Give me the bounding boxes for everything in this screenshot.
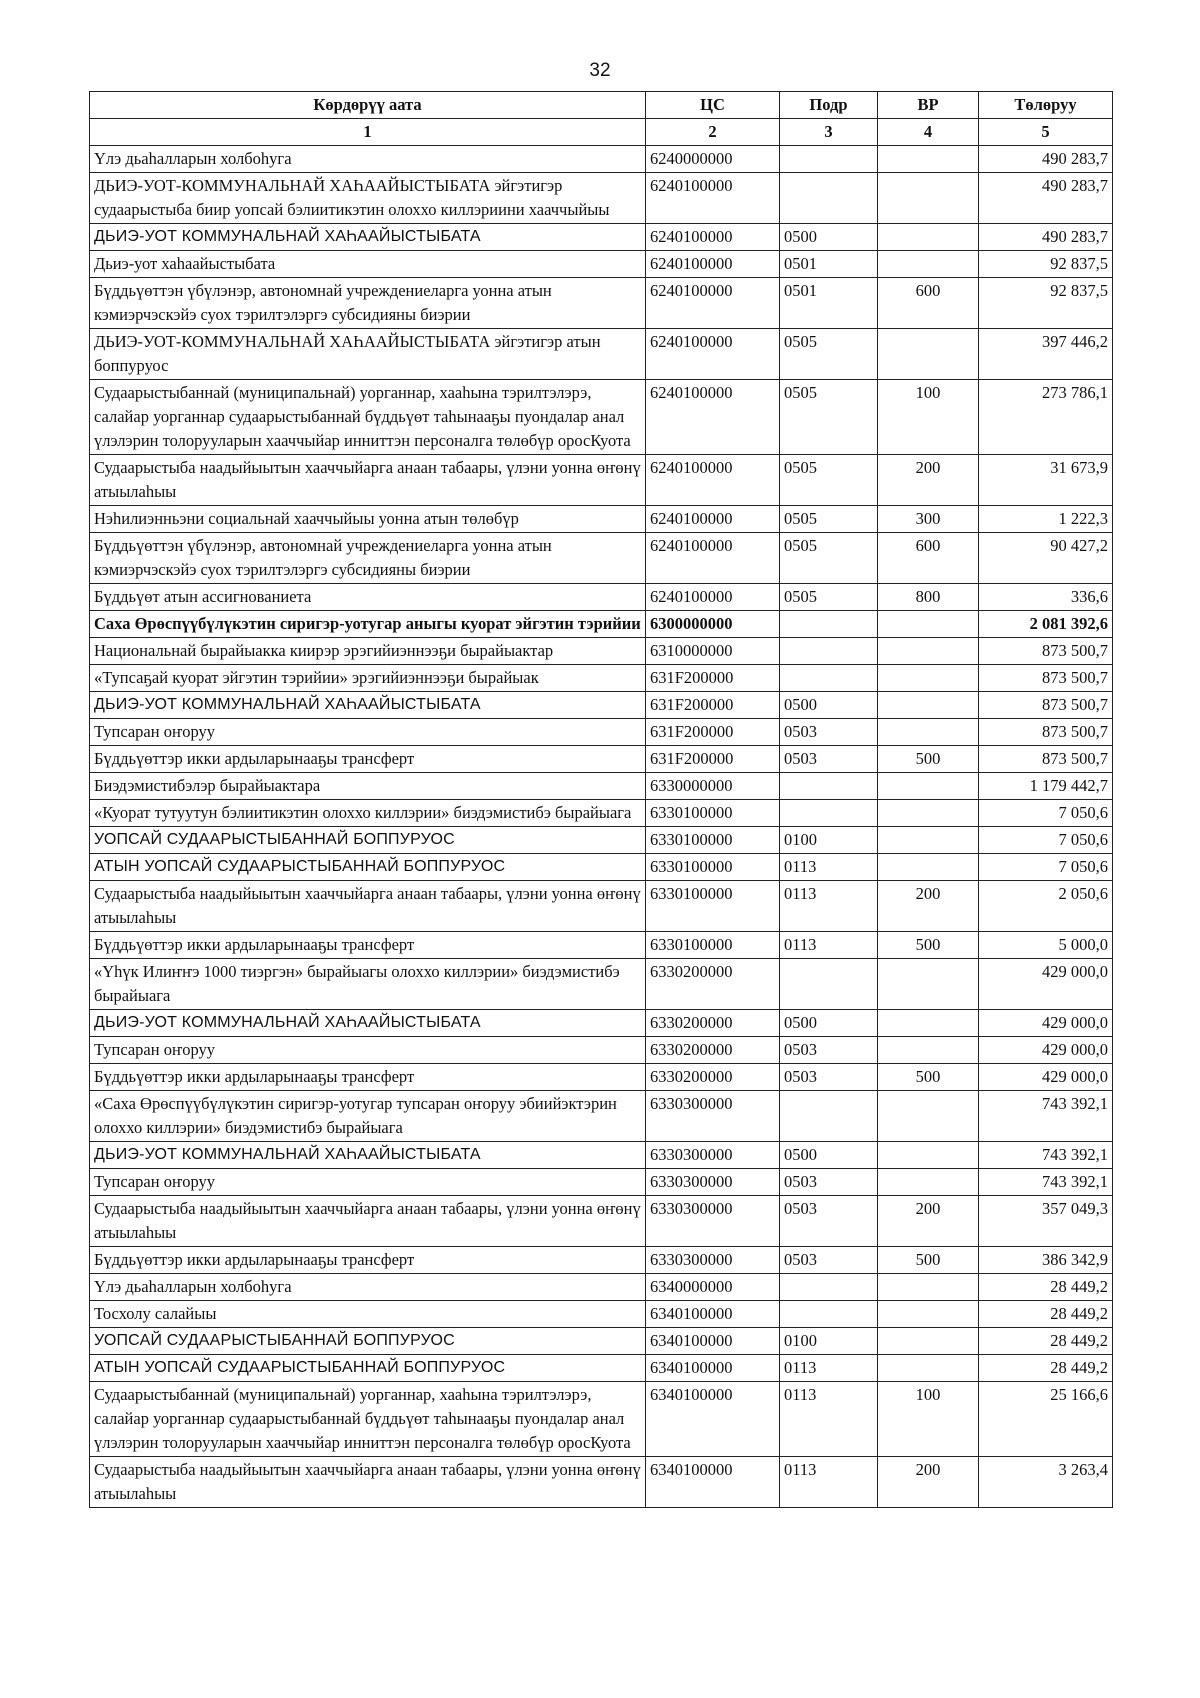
row-podr-cell: 0113 — [780, 932, 878, 959]
row-amount-cell: 743 392,1 — [979, 1142, 1113, 1169]
row-name-cell: Бүддьүөттэр икки ардыларынааҕы трансферт — [90, 746, 646, 773]
row-cs-cell: 6330300000 — [646, 1142, 780, 1169]
row-name-cell: Бүддьүөттэн үбүлэнэр, автономнай учреждениеларга уонна атын кэмиэрчэскэйэ суох тэрилтэлэргэ субсидияны биэрии — [90, 278, 646, 329]
row-cs-cell: 6330000000 — [646, 773, 780, 800]
row-name-cell: «Саха Өрөспүүбүлүкэтин сиригэр-уотугар тупсаран оҥоруу эбиийэктэрин олоххо киллэрии» биэдэмистибэ бырайыага — [90, 1091, 646, 1142]
row-cs-cell: 6330100000 — [646, 932, 780, 959]
table-row — [90, 1382, 1113, 1457]
row-podr-cell — [780, 959, 878, 1010]
row-podr-cell: 0503 — [780, 746, 878, 773]
table-row — [90, 1355, 1113, 1382]
row-podr-cell — [780, 146, 878, 173]
row-podr-cell — [780, 665, 878, 692]
row-amount-cell: 1 179 442,7 — [979, 773, 1113, 800]
row-amount-cell: 429 000,0 — [979, 1064, 1113, 1091]
row-cs-cell: 6330300000 — [646, 1196, 780, 1247]
row-name-cell: Тупсаран оҥоруу — [90, 1037, 646, 1064]
row-podr-cell: 0503 — [780, 1064, 878, 1091]
row-name-cell: «Куорат тутуутун бэлиитикэтин олоххо киллэрии» биэдэмистибэ бырайыага — [90, 800, 646, 827]
header-vr: ВР — [878, 92, 979, 119]
row-vr-cell — [878, 1091, 979, 1142]
row-vr-cell: 200 — [878, 1457, 979, 1508]
table-row — [90, 1457, 1113, 1508]
row-podr-cell: 0503 — [780, 1196, 878, 1247]
row-cs-cell: 6240100000 — [646, 224, 780, 251]
column-number: 1 — [90, 119, 646, 146]
row-name-cell: Тупсаран оҥоруу — [90, 1169, 646, 1196]
table-row — [90, 611, 1113, 638]
row-amount-cell: 429 000,0 — [979, 1010, 1113, 1037]
row-podr-cell: 0113 — [780, 854, 878, 881]
table-row — [90, 380, 1113, 455]
row-amount-cell: 7 050,6 — [979, 854, 1113, 881]
row-cs-cell: 6330300000 — [646, 1247, 780, 1274]
row-name-cell: ДЬИЭ-УОТ КОММУНАЛЬНАЙ ХАҺААЙЫСТЫБАТА — [90, 1142, 646, 1169]
budget-table — [89, 91, 1113, 1508]
row-podr-cell: 0503 — [780, 1169, 878, 1196]
table-row — [90, 1196, 1113, 1247]
table-row — [90, 1247, 1113, 1274]
table-row — [90, 251, 1113, 278]
table-row — [90, 1037, 1113, 1064]
row-vr-cell: 200 — [878, 455, 979, 506]
row-amount-cell: 28 449,2 — [979, 1301, 1113, 1328]
row-cs-cell: 6240100000 — [646, 533, 780, 584]
row-amount-cell: 273 786,1 — [979, 380, 1113, 455]
row-name-cell: Саха Өрөспүүбүлүкэтин сиригэр-уотугар аныгы куорат эйгэтин тэрийии — [90, 611, 646, 638]
row-cs-cell: 6310000000 — [646, 638, 780, 665]
row-cs-cell: 6240100000 — [646, 380, 780, 455]
row-amount-cell: 490 283,7 — [979, 173, 1113, 224]
row-cs-cell: 6340100000 — [646, 1301, 780, 1328]
row-vr-cell — [878, 146, 979, 173]
row-podr-cell — [780, 611, 878, 638]
row-cs-cell: 6330200000 — [646, 959, 780, 1010]
row-podr-cell: 0503 — [780, 719, 878, 746]
row-amount-cell: 7 050,6 — [979, 800, 1113, 827]
row-vr-cell — [878, 1328, 979, 1355]
row-amount-cell: 873 500,7 — [979, 638, 1113, 665]
row-amount-cell: 28 449,2 — [979, 1355, 1113, 1382]
row-name-cell: ДЬИЭ-УОТ-КОММУНАЛЬНАЙ ХАҺААЙЫСТЫБАТА эйгэтигэр судаарыстыба биир уопсай бэлиитикэтин олоххо киллэриини хааччыйыы — [90, 173, 646, 224]
table-row — [90, 1328, 1113, 1355]
row-vr-cell: 600 — [878, 278, 979, 329]
row-amount-cell: 873 500,7 — [979, 719, 1113, 746]
row-vr-cell: 500 — [878, 1064, 979, 1091]
row-podr-cell — [780, 638, 878, 665]
row-cs-cell: 6330300000 — [646, 1091, 780, 1142]
row-name-cell: Бүддьүөттэр икки ардыларынааҕы трансферт — [90, 932, 646, 959]
row-name-cell: ДЬИЭ-УОТ КОММУНАЛЬНАЙ ХАҺААЙЫСТЫБАТА — [90, 224, 646, 251]
row-cs-cell: 631F200000 — [646, 719, 780, 746]
row-cs-cell: 6240100000 — [646, 173, 780, 224]
row-amount-cell: 490 283,7 — [979, 224, 1113, 251]
row-vr-cell: 500 — [878, 1247, 979, 1274]
row-podr-cell — [780, 1301, 878, 1328]
table-row — [90, 1301, 1113, 1328]
page-number: 32 — [589, 60, 611, 81]
row-cs-cell: 6330100000 — [646, 827, 780, 854]
row-name-cell: «Үһүк Илиҥҥэ 1000 тиэргэн» бырайыагы олоххо киллэрии» биэдэмистибэ бырайыага — [90, 959, 646, 1010]
row-podr-cell: 0505 — [780, 506, 878, 533]
row-amount-cell: 386 342,9 — [979, 1247, 1113, 1274]
row-name-cell: Дьиэ-уот хаһаайыстыбата — [90, 251, 646, 278]
row-name-cell: Судаарыстыба наадыйыытын хааччыйарга анаан табаары, үлэни уонна өҥөнү атыылаһыы — [90, 1457, 646, 1508]
table-row — [90, 854, 1113, 881]
row-amount-cell: 28 449,2 — [979, 1274, 1113, 1301]
row-name-cell: Үлэ дьаһалларын холбоһуга — [90, 146, 646, 173]
row-vr-cell — [878, 1037, 979, 1064]
row-name-cell: АТЫН УОПСАЙ СУДААРЫСТЫБАННАЙ БОППУРУОС — [90, 854, 646, 881]
row-name-cell: Судаарыстыбаннай (муниципальнай) уорганнар, хааһына тэрилтэлэрэ, салайар уорганнар судаарыстыбаннай бүддьүөт таһынааҕы пуондалар анал үлэлэрин толорууларын хааччыйар инниттэн персоналга төлөбүр оросКуота — [90, 380, 646, 455]
row-podr-cell: 0503 — [780, 1037, 878, 1064]
row-amount-cell: 90 427,2 — [979, 533, 1113, 584]
row-name-cell: АТЫН УОПСАЙ СУДААРЫСТЫБАННАЙ БОППУРУОС — [90, 1355, 646, 1382]
row-vr-cell — [878, 773, 979, 800]
row-podr-cell: 0501 — [780, 278, 878, 329]
row-vr-cell — [878, 611, 979, 638]
row-podr-cell: 0505 — [780, 533, 878, 584]
row-name-cell: УОПСАЙ СУДААРЫСТЫБАННАЙ БОППУРУОС — [90, 827, 646, 854]
header-cs: ЦС — [646, 92, 780, 119]
row-amount-cell: 743 392,1 — [979, 1091, 1113, 1142]
table-row — [90, 800, 1113, 827]
row-amount-cell: 3 263,4 — [979, 1457, 1113, 1508]
row-vr-cell: 500 — [878, 746, 979, 773]
row-cs-cell: 6330200000 — [646, 1064, 780, 1091]
column-number: 5 — [979, 119, 1113, 146]
column-number: 3 — [780, 119, 878, 146]
row-vr-cell — [878, 1355, 979, 1382]
row-podr-cell — [780, 1274, 878, 1301]
row-podr-cell: 0500 — [780, 1142, 878, 1169]
table-row — [90, 881, 1113, 932]
row-vr-cell — [878, 827, 979, 854]
row-cs-cell: 6240000000 — [646, 146, 780, 173]
row-cs-cell: 6330200000 — [646, 1037, 780, 1064]
row-name-cell: УОПСАЙ СУДААРЫСТЫБАННАЙ БОППУРУОС — [90, 1328, 646, 1355]
row-vr-cell — [878, 719, 979, 746]
table-row — [90, 146, 1113, 173]
row-cs-cell: 6330300000 — [646, 1169, 780, 1196]
row-vr-cell: 600 — [878, 533, 979, 584]
table-row — [90, 224, 1113, 251]
row-vr-cell: 200 — [878, 881, 979, 932]
table-row — [90, 1010, 1113, 1037]
row-amount-cell: 28 449,2 — [979, 1328, 1113, 1355]
table-row — [90, 665, 1113, 692]
row-vr-cell — [878, 1169, 979, 1196]
row-amount-cell: 429 000,0 — [979, 1037, 1113, 1064]
table-row — [90, 959, 1113, 1010]
row-cs-cell: 6300000000 — [646, 611, 780, 638]
row-amount-cell: 743 392,1 — [979, 1169, 1113, 1196]
row-podr-cell: 0505 — [780, 584, 878, 611]
row-amount-cell: 31 673,9 — [979, 455, 1113, 506]
row-vr-cell — [878, 329, 979, 380]
table-row — [90, 1064, 1113, 1091]
row-vr-cell: 500 — [878, 932, 979, 959]
header-podr: Подр — [780, 92, 878, 119]
table-body — [90, 146, 1113, 1508]
row-amount-cell: 397 446,2 — [979, 329, 1113, 380]
column-number-row — [90, 119, 1113, 146]
row-cs-cell: 6330100000 — [646, 881, 780, 932]
row-vr-cell — [878, 251, 979, 278]
row-amount-cell: 5 000,0 — [979, 932, 1113, 959]
row-cs-cell: 6240100000 — [646, 455, 780, 506]
row-name-cell: Судаарыстыба наадыйыытын хааччыйарга анаан табаары, үлэни уонна өҥөнү атыылаһыы — [90, 881, 646, 932]
row-name-cell: Бүддьүөттэр икки ардыларынааҕы трансферт — [90, 1247, 646, 1274]
row-amount-cell: 357 049,3 — [979, 1196, 1113, 1247]
row-podr-cell — [780, 773, 878, 800]
row-vr-cell — [878, 1142, 979, 1169]
row-name-cell: ДЬИЭ-УОТ КОММУНАЛЬНАЙ ХАҺААЙЫСТЫБАТА — [90, 692, 646, 719]
row-vr-cell — [878, 638, 979, 665]
row-vr-cell: 100 — [878, 380, 979, 455]
table-row — [90, 932, 1113, 959]
table-row — [90, 1142, 1113, 1169]
row-amount-cell: 873 500,7 — [979, 665, 1113, 692]
row-podr-cell — [780, 800, 878, 827]
row-podr-cell: 0100 — [780, 1328, 878, 1355]
row-cs-cell: 6330100000 — [646, 854, 780, 881]
row-name-cell: ДЬИЭ-УОТ-КОММУНАЛЬНАЙ ХАҺААЙЫСТЫБАТА эйгэтигэр атын боппуруос — [90, 329, 646, 380]
column-number: 4 — [878, 119, 979, 146]
row-amount-cell: 92 837,5 — [979, 278, 1113, 329]
table-row — [90, 1274, 1113, 1301]
table-row — [90, 773, 1113, 800]
table-row — [90, 1091, 1113, 1142]
row-vr-cell — [878, 1010, 979, 1037]
row-amount-cell: 2 081 392,6 — [979, 611, 1113, 638]
row-name-cell: Судаарыстыбаннай (муниципальнай) уорганнар, хааһына тэрилтэлэрэ, салайар уорганнар судаарыстыбаннай бүддьүөт таһынааҕы пуондалар анал үлэлэрин толорууларын хааччыйар инниттэн персоналга төлөбүр оросКуота — [90, 1382, 646, 1457]
table-row — [90, 1169, 1113, 1196]
row-vr-cell — [878, 224, 979, 251]
table-row — [90, 278, 1113, 329]
row-cs-cell: 631F200000 — [646, 746, 780, 773]
table-row — [90, 638, 1113, 665]
row-vr-cell: 100 — [878, 1382, 979, 1457]
row-name-cell: Национальнай бырайыакка киирэр эрэгийиэннээҕи бырайыактар — [90, 638, 646, 665]
row-name-cell: Нэһилиэнньэни социальнай хааччыйыы уонна атын төлөбүр — [90, 506, 646, 533]
table-row — [90, 173, 1113, 224]
row-vr-cell — [878, 800, 979, 827]
table-row — [90, 692, 1113, 719]
table-row — [90, 746, 1113, 773]
row-name-cell: «Тупсаҕай куорат эйгэтин тэрийии» эрэгийиэннээҕи бырайыак — [90, 665, 646, 692]
row-name-cell: Бүддьүөт атын ассигнованиета — [90, 584, 646, 611]
row-amount-cell: 490 283,7 — [979, 146, 1113, 173]
row-cs-cell: 6330100000 — [646, 800, 780, 827]
row-name-cell: Судаарыстыба наадыйыытын хааччыйарга анаан табаары, үлэни уонна өҥөнү атыылаһыы — [90, 455, 646, 506]
row-name-cell: Судаарыстыба наадыйыытын хааччыйарга анаан табаары, үлэни уонна өҥөнү атыылаһыы — [90, 1196, 646, 1247]
row-cs-cell: 6240100000 — [646, 251, 780, 278]
row-cs-cell: 631F200000 — [646, 692, 780, 719]
row-amount-cell: 7 050,6 — [979, 827, 1113, 854]
row-cs-cell: 6340100000 — [646, 1328, 780, 1355]
row-amount-cell: 25 166,6 — [979, 1382, 1113, 1457]
row-name-cell: Тосхолу салайыы — [90, 1301, 646, 1328]
row-cs-cell: 6240100000 — [646, 506, 780, 533]
row-amount-cell: 873 500,7 — [979, 692, 1113, 719]
row-amount-cell: 2 050,6 — [979, 881, 1113, 932]
row-vr-cell — [878, 692, 979, 719]
row-podr-cell: 0501 — [780, 251, 878, 278]
row-name-cell: Тупсаран оҥоруу — [90, 719, 646, 746]
row-podr-cell: 0505 — [780, 380, 878, 455]
row-cs-cell: 6340000000 — [646, 1274, 780, 1301]
row-amount-cell: 429 000,0 — [979, 959, 1113, 1010]
row-cs-cell: 6340100000 — [646, 1382, 780, 1457]
row-podr-cell — [780, 173, 878, 224]
row-vr-cell — [878, 854, 979, 881]
row-name-cell: Бүддьүөттэн үбүлэнэр, автономнай учреждениеларга уонна атын кэмиэрчэскэйэ суох тэрилтэлэргэ субсидияны биэрии — [90, 533, 646, 584]
table-row — [90, 329, 1113, 380]
row-cs-cell: 6340100000 — [646, 1355, 780, 1382]
row-vr-cell: 800 — [878, 584, 979, 611]
row-name-cell: Бүддьүөттэр икки ардыларынааҕы трансферт — [90, 1064, 646, 1091]
row-podr-cell: 0505 — [780, 455, 878, 506]
table-row — [90, 827, 1113, 854]
row-podr-cell: 0500 — [780, 224, 878, 251]
table-row — [90, 719, 1113, 746]
row-cs-cell: 6330200000 — [646, 1010, 780, 1037]
row-cs-cell: 6240100000 — [646, 584, 780, 611]
row-podr-cell: 0503 — [780, 1247, 878, 1274]
table-row — [90, 455, 1113, 506]
row-vr-cell — [878, 173, 979, 224]
header-row — [90, 92, 1113, 119]
row-amount-cell: 873 500,7 — [979, 746, 1113, 773]
row-name-cell: Биэдэмистибэлэр бырайыактара — [90, 773, 646, 800]
row-vr-cell — [878, 959, 979, 1010]
row-amount-cell: 336,6 — [979, 584, 1113, 611]
row-podr-cell: 0113 — [780, 881, 878, 932]
row-name-cell: Үлэ дьаһалларын холбоһуга — [90, 1274, 646, 1301]
row-vr-cell — [878, 1301, 979, 1328]
row-vr-cell: 300 — [878, 506, 979, 533]
row-podr-cell: 0113 — [780, 1457, 878, 1508]
row-cs-cell: 6240100000 — [646, 278, 780, 329]
row-podr-cell: 0113 — [780, 1355, 878, 1382]
row-podr-cell: 0500 — [780, 1010, 878, 1037]
table-row — [90, 584, 1113, 611]
row-cs-cell: 6240100000 — [646, 329, 780, 380]
row-name-cell: ДЬИЭ-УОТ КОММУНАЛЬНАЙ ХАҺААЙЫСТЫБАТА — [90, 1010, 646, 1037]
table-row — [90, 533, 1113, 584]
row-cs-cell: 631F200000 — [646, 665, 780, 692]
row-amount-cell: 1 222,3 — [979, 506, 1113, 533]
row-vr-cell — [878, 1274, 979, 1301]
row-amount-cell: 92 837,5 — [979, 251, 1113, 278]
row-vr-cell — [878, 665, 979, 692]
row-vr-cell: 200 — [878, 1196, 979, 1247]
header-amount: Төлөруу — [979, 92, 1113, 119]
row-podr-cell: 0100 — [780, 827, 878, 854]
row-podr-cell: 0113 — [780, 1382, 878, 1457]
row-podr-cell: 0505 — [780, 329, 878, 380]
header-indicator-name: Көрдөрүү аата — [90, 92, 646, 119]
column-number: 2 — [646, 119, 780, 146]
row-podr-cell — [780, 1091, 878, 1142]
row-podr-cell: 0500 — [780, 692, 878, 719]
row-cs-cell: 6340100000 — [646, 1457, 780, 1508]
table-row — [90, 506, 1113, 533]
